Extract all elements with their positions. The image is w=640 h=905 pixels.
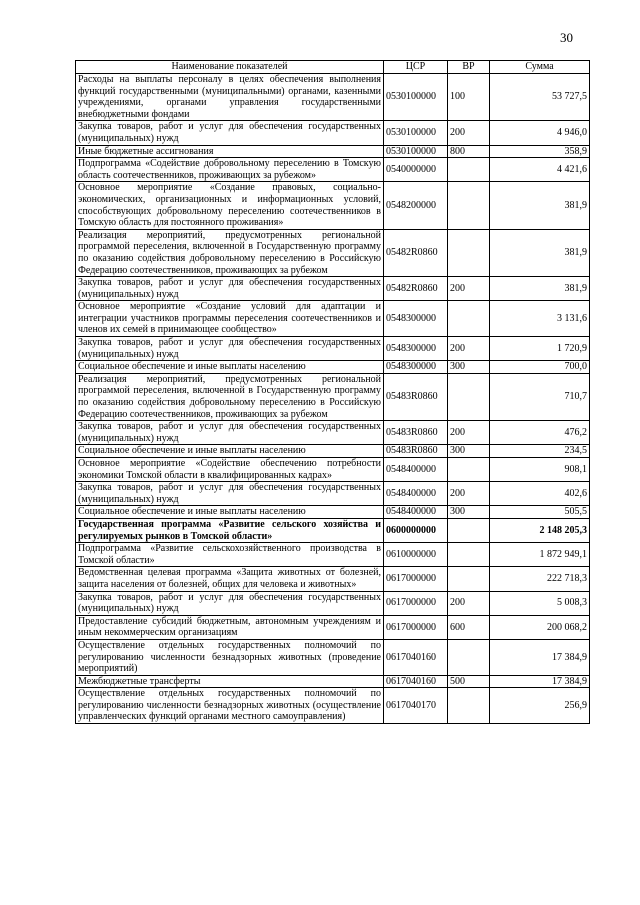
table-row <box>76 445 590 458</box>
row-sum-cell: 5 008,3 <box>490 591 590 615</box>
row-csr-cell: 0530100000 <box>384 121 448 145</box>
table-row <box>76 74 590 121</box>
table-row <box>76 567 590 591</box>
row-csr-cell: 0617000000 <box>384 591 448 615</box>
row-sum-cell: 200 068,2 <box>490 615 590 639</box>
budget-table <box>75 60 590 724</box>
page-number: 30 <box>560 30 573 45</box>
row-sum-cell: 476,2 <box>490 421 590 445</box>
row-sum-cell: 402,6 <box>490 482 590 506</box>
row-vr-cell <box>448 158 490 182</box>
row-vr-cell <box>448 518 490 542</box>
row-csr-cell: 0548200000 <box>384 182 448 229</box>
table-row <box>76 639 590 675</box>
row-vr-cell: 200 <box>448 421 490 445</box>
row-csr-cell: 0540000000 <box>384 158 448 182</box>
row-vr-cell: 200 <box>448 591 490 615</box>
row-name-cell: Реализация мероприятий, предусмотренных региональной программой переселения, включенной в Государственную программу по оказанию содействия добровольному переселению в Российскую Федерацию соотечественников, проживающих за рубежом <box>76 229 384 276</box>
row-vr-cell: 200 <box>448 277 490 301</box>
row-sum-cell: 381,9 <box>490 229 590 276</box>
row-name-cell: Ведомственная целевая программа «Защита животных от болезней, защита населения от болезней, общих для человека и животных» <box>76 567 384 591</box>
table-row <box>76 458 590 482</box>
row-vr-cell: 600 <box>448 615 490 639</box>
row-vr-cell <box>448 639 490 675</box>
row-sum-cell: 710,7 <box>490 373 590 420</box>
row-csr-cell: 0600000000 <box>384 518 448 542</box>
table-row <box>76 337 590 361</box>
table-row <box>76 543 590 567</box>
table-row <box>76 145 590 158</box>
row-csr-cell: 0617000000 <box>384 567 448 591</box>
row-vr-cell: 200 <box>448 482 490 506</box>
row-name-cell: Закупка товаров, работ и услуг для обеспечения государственных (муниципальных) нужд <box>76 482 384 506</box>
row-name-cell: Иные бюджетные ассигнования <box>76 145 384 158</box>
row-csr-cell: 0548400000 <box>384 506 448 519</box>
row-sum-cell: 381,9 <box>490 182 590 229</box>
row-sum-cell: 222 718,3 <box>490 567 590 591</box>
row-name-cell: Закупка товаров, работ и услуг для обеспечения государственных (муниципальных) нужд <box>76 121 384 145</box>
row-vr-cell: 300 <box>448 361 490 374</box>
row-sum-cell: 17 384,9 <box>490 639 590 675</box>
row-csr-cell: 05482R0860 <box>384 277 448 301</box>
row-name-cell: Межбюджетные трансферты <box>76 675 384 688</box>
row-name-cell: Расходы на выплаты персоналу в целях обеспечения выполнения функций государственными (муниципальными) органами, казенными учреждениями, органами управления государственными внебюджетными фондами <box>76 74 384 121</box>
row-csr-cell: 0617040160 <box>384 639 448 675</box>
row-name-cell: Осуществление отдельных государственных полномочий по регулированию численности безнадзорных животных (проведение мероприятий) <box>76 639 384 675</box>
row-csr-cell: 0530100000 <box>384 74 448 121</box>
row-name-cell: Реализация мероприятий, предусмотренных региональной программой переселения, включенной в Государственную программу по оказанию содействия добровольному переселению в Российскую Федерацию соотечественников, проживающих за рубежом <box>76 373 384 420</box>
table-header-row <box>76 61 590 74</box>
column-header-csr: ЦСР <box>384 61 448 74</box>
table-row <box>76 229 590 276</box>
row-name-cell: Социальное обеспечение и иные выплаты населению <box>76 445 384 458</box>
row-csr-cell: 0548400000 <box>384 458 448 482</box>
table-row <box>76 591 590 615</box>
row-sum-cell: 505,5 <box>490 506 590 519</box>
row-vr-cell: 500 <box>448 675 490 688</box>
row-csr-cell: 0610000000 <box>384 543 448 567</box>
row-name-cell: Социальное обеспечение и иные выплаты населению <box>76 361 384 374</box>
row-vr-cell <box>448 301 490 337</box>
row-vr-cell <box>448 543 490 567</box>
row-sum-cell: 234,5 <box>490 445 590 458</box>
row-sum-cell: 700,0 <box>490 361 590 374</box>
table-row <box>76 482 590 506</box>
row-name-cell: Подпрограмма «Содействие добровольному переселению в Томскую область соотечественников, проживающих за рубежом» <box>76 158 384 182</box>
row-csr-cell: 05482R0860 <box>384 229 448 276</box>
table-row <box>76 421 590 445</box>
row-sum-cell: 358,9 <box>490 145 590 158</box>
row-csr-cell: 0530100000 <box>384 145 448 158</box>
row-vr-cell <box>448 567 490 591</box>
row-csr-cell: 05483R0860 <box>384 373 448 420</box>
row-vr-cell <box>448 458 490 482</box>
row-sum-cell: 17 384,9 <box>490 675 590 688</box>
table-row <box>76 361 590 374</box>
row-vr-cell: 300 <box>448 506 490 519</box>
table-row <box>76 518 590 542</box>
column-header-vr: ВР <box>448 61 490 74</box>
row-name-cell: Подпрограмма «Развитие сельскохозяйственного производства в Томской области» <box>76 543 384 567</box>
row-vr-cell: 200 <box>448 337 490 361</box>
row-name-cell: Закупка товаров, работ и услуг для обеспечения государственных (муниципальных) нужд <box>76 337 384 361</box>
table-row <box>76 277 590 301</box>
row-csr-cell: 0617040160 <box>384 675 448 688</box>
row-csr-cell: 0548400000 <box>384 482 448 506</box>
table-row <box>76 615 590 639</box>
row-csr-cell: 05483R0860 <box>384 445 448 458</box>
row-name-cell: Закупка товаров, работ и услуг для обеспечения государственных (муниципальных) нужд <box>76 277 384 301</box>
row-sum-cell: 1 872 949,1 <box>490 543 590 567</box>
row-csr-cell: 0548300000 <box>384 337 448 361</box>
column-header-sum: Сумма <box>490 61 590 74</box>
row-name-cell: Осуществление отдельных государственных полномочий по регулированию численности безнадзорных животных (осуществление управленческих функций органами местного самоуправления) <box>76 688 384 724</box>
row-csr-cell: 0617000000 <box>384 615 448 639</box>
row-vr-cell: 800 <box>448 145 490 158</box>
row-name-cell: Основное мероприятие «Создание условий для адаптации и интеграции участников программы переселения соотечественников и членов их семей в принимающее сообщество» <box>76 301 384 337</box>
row-csr-cell: 05483R0860 <box>384 421 448 445</box>
row-vr-cell <box>448 182 490 229</box>
table-row <box>76 373 590 420</box>
row-vr-cell: 100 <box>448 74 490 121</box>
row-name-cell: Закупка товаров, работ и услуг для обеспечения государственных (муниципальных) нужд <box>76 421 384 445</box>
table-row <box>76 675 590 688</box>
table-row <box>76 182 590 229</box>
row-vr-cell: 300 <box>448 445 490 458</box>
row-vr-cell: 200 <box>448 121 490 145</box>
row-sum-cell: 908,1 <box>490 458 590 482</box>
row-sum-cell: 4 421,6 <box>490 158 590 182</box>
row-sum-cell: 4 946,0 <box>490 121 590 145</box>
row-name-cell: Социальное обеспечение и иные выплаты населению <box>76 506 384 519</box>
table-row <box>76 121 590 145</box>
row-sum-cell: 2 148 205,3 <box>490 518 590 542</box>
row-sum-cell: 1 720,9 <box>490 337 590 361</box>
row-csr-cell: 0548300000 <box>384 301 448 337</box>
table-row <box>76 301 590 337</box>
row-csr-cell: 0548300000 <box>384 361 448 374</box>
row-vr-cell <box>448 688 490 724</box>
row-sum-cell: 256,9 <box>490 688 590 724</box>
row-vr-cell <box>448 373 490 420</box>
table-row <box>76 158 590 182</box>
row-name-cell: Основное мероприятие «Создание правовых, социально-экономических, организационных и информационных условий, способствующих добровольному переселению соотечественников в Томскую область для постоянного проживания» <box>76 182 384 229</box>
row-name-cell: Предоставление субсидий бюджетным, автономным учреждениям и иным некоммерческим организациям <box>76 615 384 639</box>
row-sum-cell: 381,9 <box>490 277 590 301</box>
column-header-name: Наименование показателей <box>76 61 384 74</box>
table-row <box>76 506 590 519</box>
row-name-cell: Государственная программа «Развитие сельского хозяйства и регулируемых рынков в Томской области» <box>76 518 384 542</box>
row-sum-cell: 3 131,6 <box>490 301 590 337</box>
row-sum-cell: 53 727,5 <box>490 74 590 121</box>
row-name-cell: Основное мероприятие «Содействие обеспечению потребности экономики Томской области в квалифицированных кадрах» <box>76 458 384 482</box>
row-vr-cell <box>448 229 490 276</box>
table-row <box>76 688 590 724</box>
row-name-cell: Закупка товаров, работ и услуг для обеспечения государственных (муниципальных) нужд <box>76 591 384 615</box>
row-csr-cell: 0617040170 <box>384 688 448 724</box>
